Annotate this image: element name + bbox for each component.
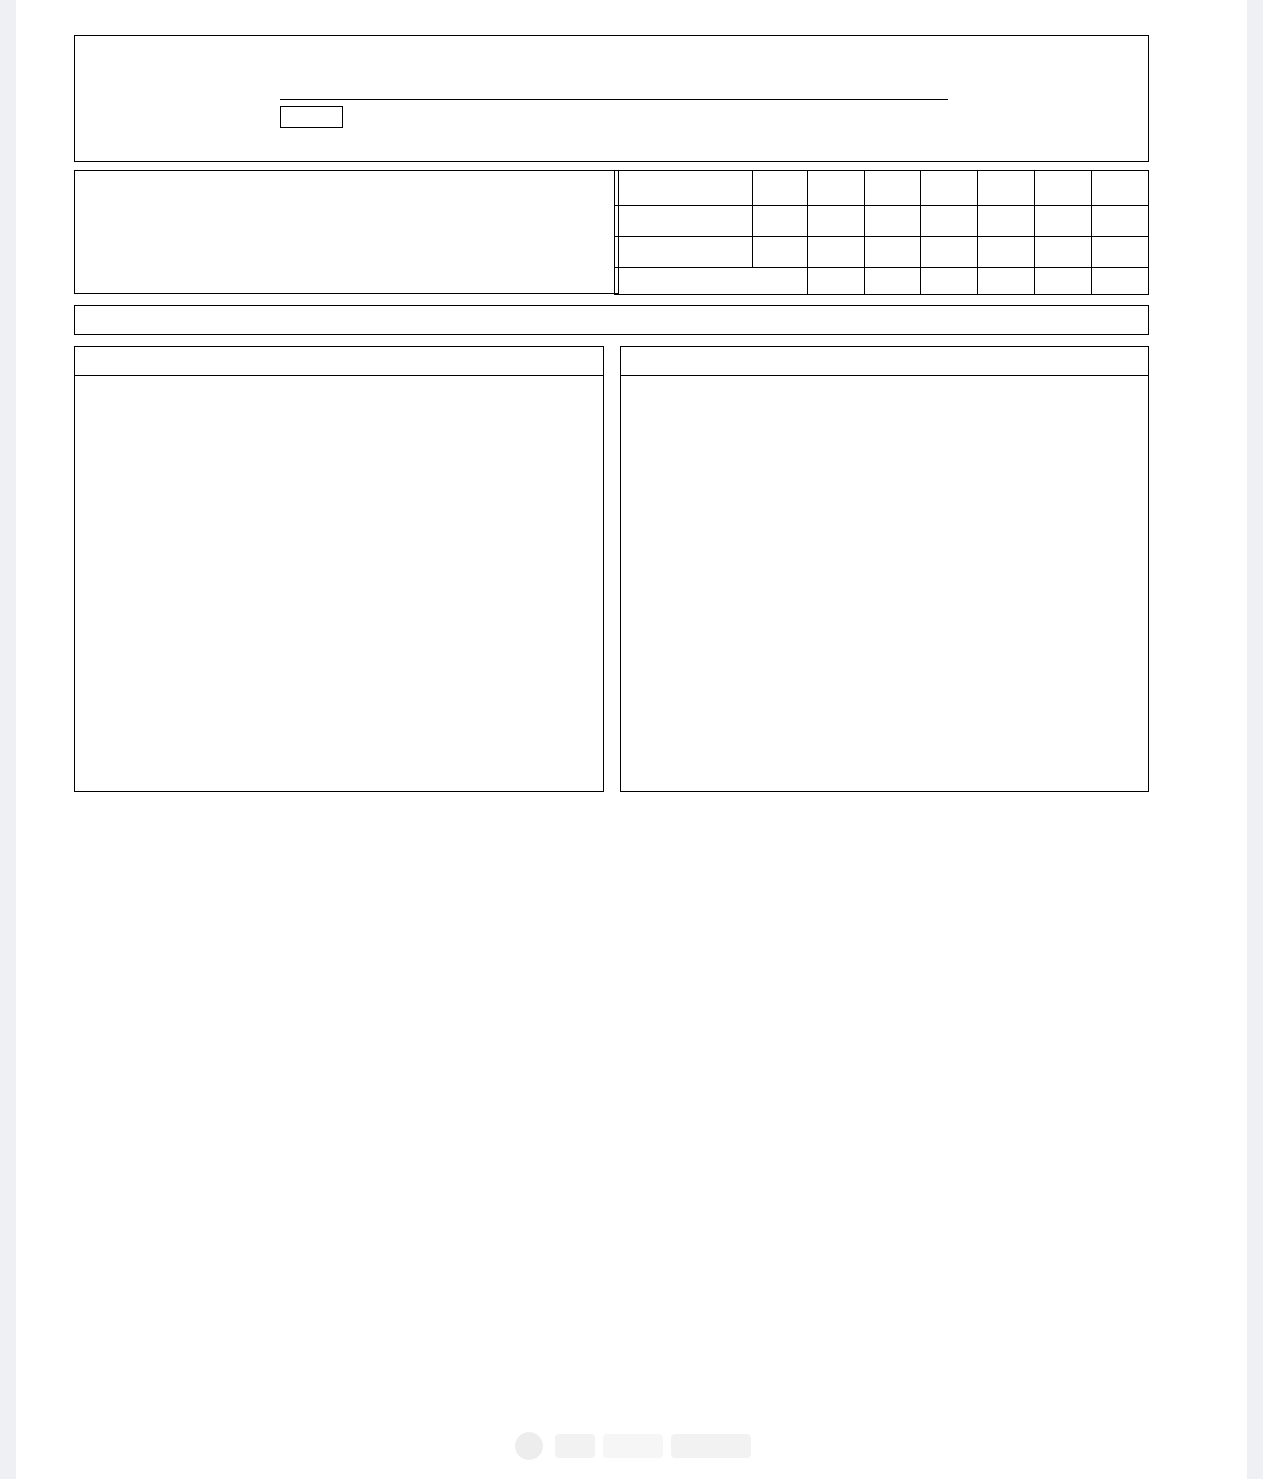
results-header-row <box>615 171 1149 206</box>
referees-box <box>74 305 1149 335</box>
set-duration <box>921 268 978 295</box>
set-duration <box>807 268 864 295</box>
total-score <box>1092 237 1149 268</box>
results-header <box>864 171 921 206</box>
away-team-name <box>621 347 1148 376</box>
score-sheet-page <box>16 0 1247 1479</box>
doc-code <box>280 106 343 128</box>
results-header <box>615 171 753 206</box>
duration-line <box>80 268 130 291</box>
set-score <box>978 237 1035 268</box>
set-duration <box>864 268 921 295</box>
watermark-graphic <box>511 1428 761 1464</box>
results-header <box>921 171 978 206</box>
results-table <box>614 170 1149 295</box>
title-rule <box>280 99 948 100</box>
team-name <box>615 237 753 268</box>
sets-won <box>752 206 807 237</box>
set-duration-row <box>615 268 1149 295</box>
results-row-home <box>615 206 1149 237</box>
total-score <box>1092 206 1149 237</box>
set-score <box>978 206 1035 237</box>
home-team-name <box>75 347 603 376</box>
results-header <box>1035 171 1092 206</box>
watermark <box>511 1428 761 1464</box>
set-score <box>864 237 921 268</box>
set-score <box>807 237 864 268</box>
results-header <box>807 171 864 206</box>
results-header <box>752 171 807 206</box>
set-score <box>807 206 864 237</box>
set-score <box>921 206 978 237</box>
match-info-box <box>74 170 619 294</box>
set-score <box>1035 206 1092 237</box>
team-name <box>615 206 753 237</box>
sets-won <box>752 237 807 268</box>
set-score <box>921 237 978 268</box>
total-set-duration <box>1092 268 1149 295</box>
set-duration <box>1035 268 1092 295</box>
set-score <box>1035 237 1092 268</box>
away-lineup-panel <box>620 346 1149 792</box>
set-duration <box>978 268 1035 295</box>
results-header <box>1092 171 1149 206</box>
home-lineup-panel <box>74 346 604 792</box>
results-header <box>978 171 1035 206</box>
results-row-away <box>615 237 1149 268</box>
set-score <box>864 206 921 237</box>
set-duration-label <box>615 268 808 295</box>
header-box <box>74 35 1149 162</box>
